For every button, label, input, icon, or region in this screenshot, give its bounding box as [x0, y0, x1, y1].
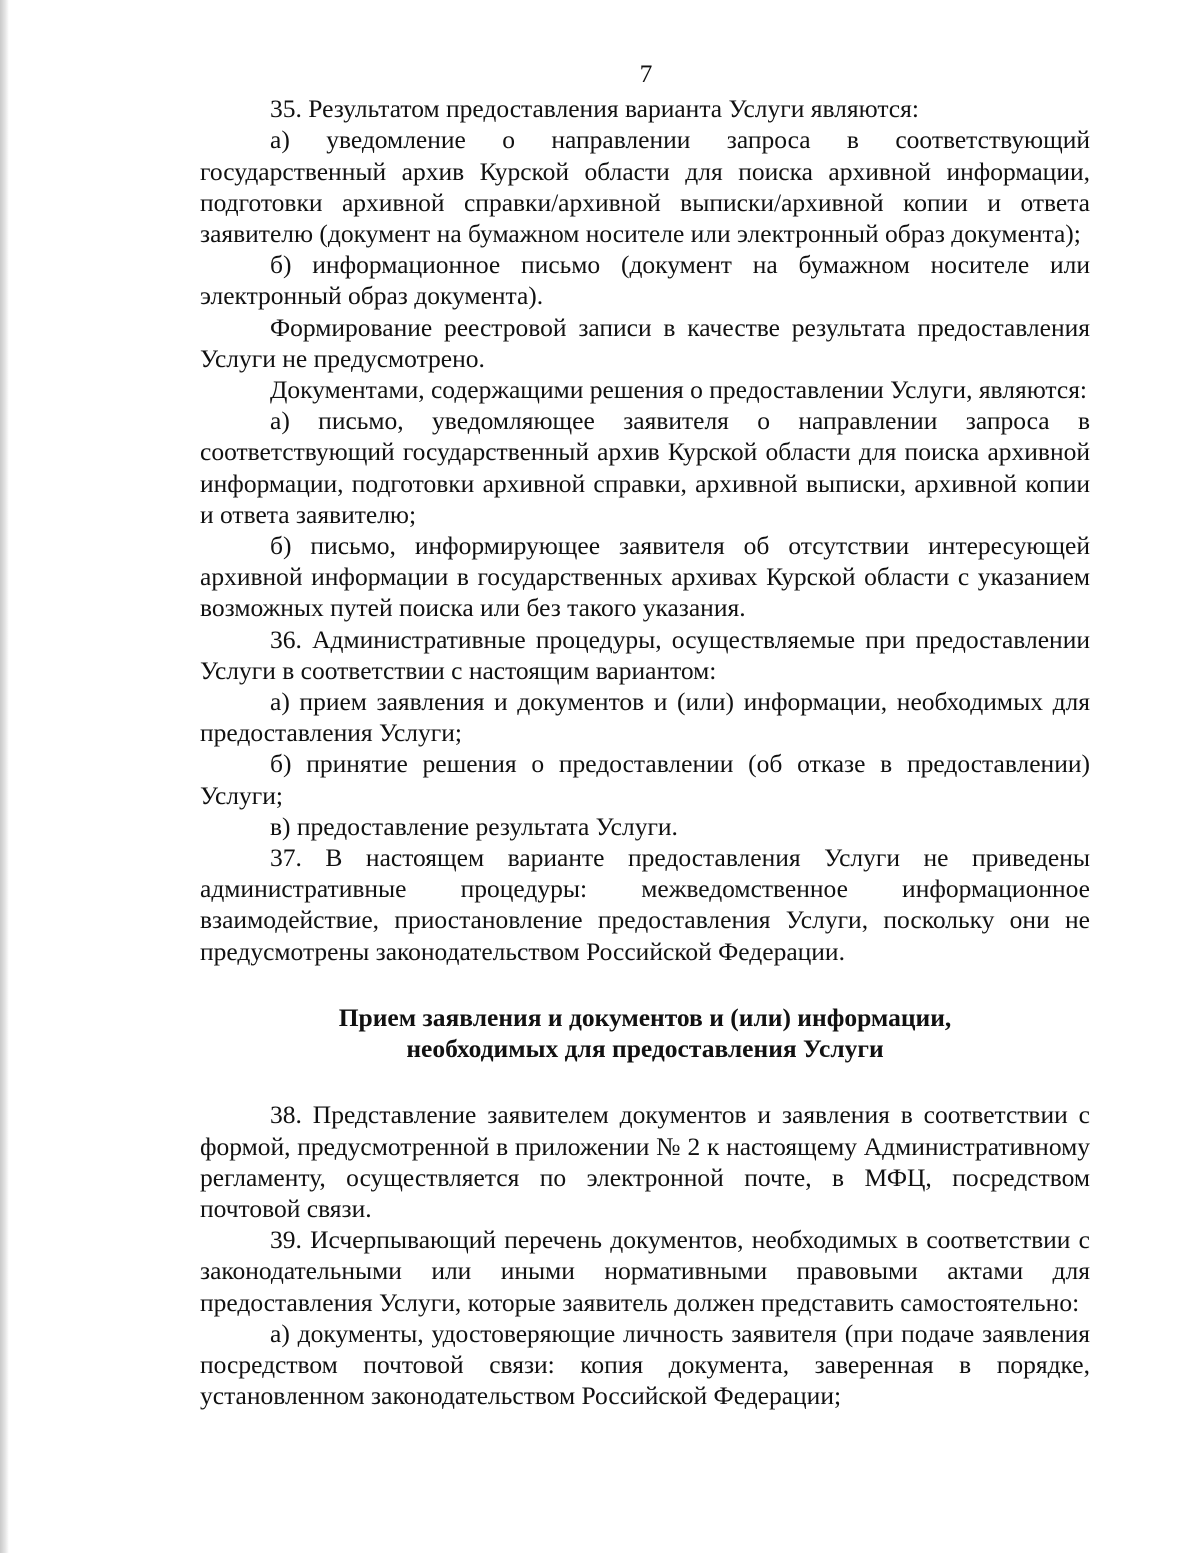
paragraph-39-a: а) документы, удостоверяющие личность заявителя (при подаче заявления посредством почтовой связи: копия документа, заверенная в порядке, установленном законодательством Российской Федерации; — [200, 1318, 1090, 1411]
section-heading — [200, 1002, 1090, 1064]
scan-edge-shadow — [0, 0, 9, 1553]
paragraph-decision-b: б) письмо, информирующее заявителя об отсутствии интересующей архивной информации в государственных архивах Курской области с указанием возможных путей поиска или без такого указания. — [200, 531, 1090, 623]
paragraph-registry-record: Формирование реестровой записи в качестве результата предоставления Услуги не предусмотрено. — [200, 312, 1090, 373]
paragraph-37: 37. В настоящем варианте предоставления Услуги не приведены административные процедуры: межведомственное информационное взаимодействие, приостановление предоставления Услуги, поскольку они не предусмотрены законодательством Российской Федерации. — [200, 843, 1090, 966]
paragraph-decision-documents: Документами, содержащими решения о предоставлении Услуги, являются: — [270, 375, 1088, 405]
paragraph-decision-a: а) письмо, уведомляющее заявителя о направлении запроса в соответствующий государственный архив Курской области для поиска архивной информации, подготовки архивной справки, архивной выписки, архивной копии и ответа заявителю; — [200, 406, 1090, 529]
paragraph-36-c: в) предоставление результата Услуги. — [270, 811, 678, 841]
section-top — [200, 93, 1090, 967]
document-page — [200, 58, 1090, 1411]
section-heading-line-1: Прием заявления и документов и (или) информации, — [338, 1002, 952, 1032]
section-heading-line-2: необходимых для предоставления Услуги — [406, 1034, 884, 1064]
page-number: 7 — [639, 59, 653, 88]
paragraph-36-a: а) прием заявления и документов и (или) информации, необходимых для предоставления Услуги; — [200, 687, 1090, 748]
paragraph-35: 35. Результатом предоставления варианта Услуги являются: — [270, 94, 919, 124]
paragraph-35-b: б) информационное письмо (документ на бумажном носителе или электронный образ документа). — [200, 250, 1090, 311]
paragraph-36-b: б) принятие решения о предоставлении (об отказе в предоставлении) Услуги; — [200, 749, 1090, 810]
paragraph-38: 38. Представление заявителем документов и заявления в соответствии с формой, предусмотренной в приложении № 2 к настоящему Административному регламенту, осуществляется по электронной почте, в МФЦ, посредством почтовой связи. — [200, 1100, 1090, 1223]
paragraph-36: 36. Административные процедуры, осуществляемые при предоставлении Услуги в соответствии с настоящим вариантом: — [200, 624, 1090, 685]
paragraph-39: 39. Исчерпывающий перечень документов, необходимых в соответствии с законодательными или иными нормативными правовыми актами для предоставления Услуги, которые заявитель должен представить самостоятельно: — [200, 1225, 1090, 1317]
paragraph-35-a: а) уведомление о направлении запроса в соответствующий государственный архив Курской области для поиска архивной информации, подготовки архивной справки/архивной выписки/архивной копии и ответа заявителю (документ на бумажном носителе или электронный образ документа); — [200, 125, 1090, 249]
section-bottom — [200, 1099, 1090, 1411]
